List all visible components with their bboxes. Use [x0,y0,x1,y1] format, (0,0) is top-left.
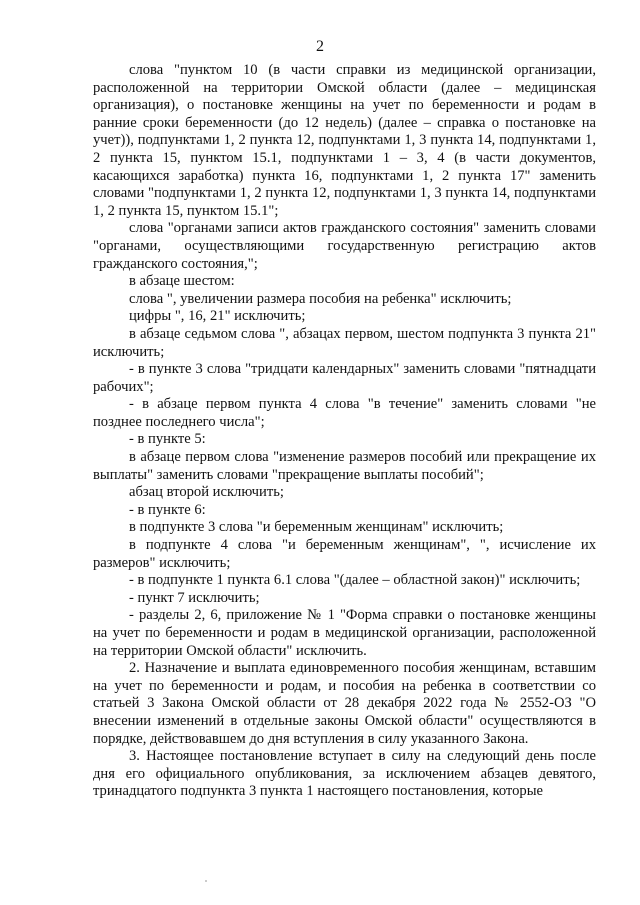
paragraph: в подпункте 3 слова "и беременным женщинам" исключить; [129,519,504,536]
paragraph: - в пункте 5: [129,431,206,448]
paragraph: 3. Настоящее постановление вступает в силу на следующий день после дня его официального опубликования, за исключением абзацев девятого, тринадцатого подпункта 3 пункта 1 настоящего постановления, которые [93,748,596,800]
paragraph: - в подпункте 1 пункта 6.1 слова "(далее – областной закон)" исключить; [129,572,581,589]
document-body [93,62,596,801]
paragraph: в абзаце шестом: [129,273,235,290]
paragraph: в абзаце первом слова "изменение размеров пособий или прекращение их выплаты" заменить словами "прекращение выплаты пособий"; [93,449,596,483]
paragraph: абзац второй исключить; [129,484,284,501]
paragraph: - в абзаце первом пункта 4 слова "в течение" заменить словами "не позднее последнего числа"; [93,396,596,430]
paragraph: 2. Назначение и выплата единовременного пособия женщинам, вставшим на учет по беременности и родам, и пособия на ребенка в соответствии со статьей 3 Закона Омской области от 28 декабря 2022 года № 2552-ОЗ "О внесении изменений в отдельные законы Омской области" осуществляются в порядке, действовавшем до дня вступления в силу указанного Закона. [93,660,596,747]
page-number: 2 [316,38,324,55]
paragraph: - в пункте 3 слова "тридцати календарных" заменить словами "пятнадцати рабочих"; [93,361,596,395]
paragraph: цифры ", 16, 21" исключить; [129,308,306,325]
scan-speck [205,880,207,882]
paragraph: слова "пунктом 10 (в части справки из медицинской организации, расположенной на территории Омской области (далее – медицинская организация), о постановке женщины на учет по беременности и родам в ранние сроки беременности (до 12 недель) (далее – справка о постановке на учет)), подпунктами 1, 2 пункта 12, подпунктами 1, 3 пункта 14, подпунктами 1, 2 пункта 15, пунктом 15.1, подпунктами 1 – 3, 4 (в части документов, касающихся заработка) пункта 16, подпунктами 1, 2 пункта 17" заменить словами "подпунктами 1, 2 пункта 12, подпунктами 1, 3 пункта 14, подпунктами 1, 2 пункта 15, пунктом 15.1"; [93,62,596,219]
paragraph: - пункт 7 исключить; [129,589,260,606]
paragraph: - разделы 2, 6, приложение № 1 "Форма справки о постановке женщины на учет по беременности и родам в медицинской организации, расположенной на территории Омской области" исключить. [93,607,596,659]
paragraph: слова "органами записи актов гражданского состояния" заменить словами "органами, осуществляющими государственную регистрацию актов гражданского состояния,"; [93,220,596,272]
paragraph: слова ", увеличении размера пособия на ребенка" исключить; [129,290,512,307]
paragraph: в подпункте 4 слова "и беременным женщинам", ", исчисление их размеров" исключить; [93,537,596,571]
paragraph: в абзаце седьмом слова ", абзацах первом, шестом подпункта 3 пункта 21" исключить; [93,325,596,360]
paragraph: - в пункте 6: [129,501,206,518]
